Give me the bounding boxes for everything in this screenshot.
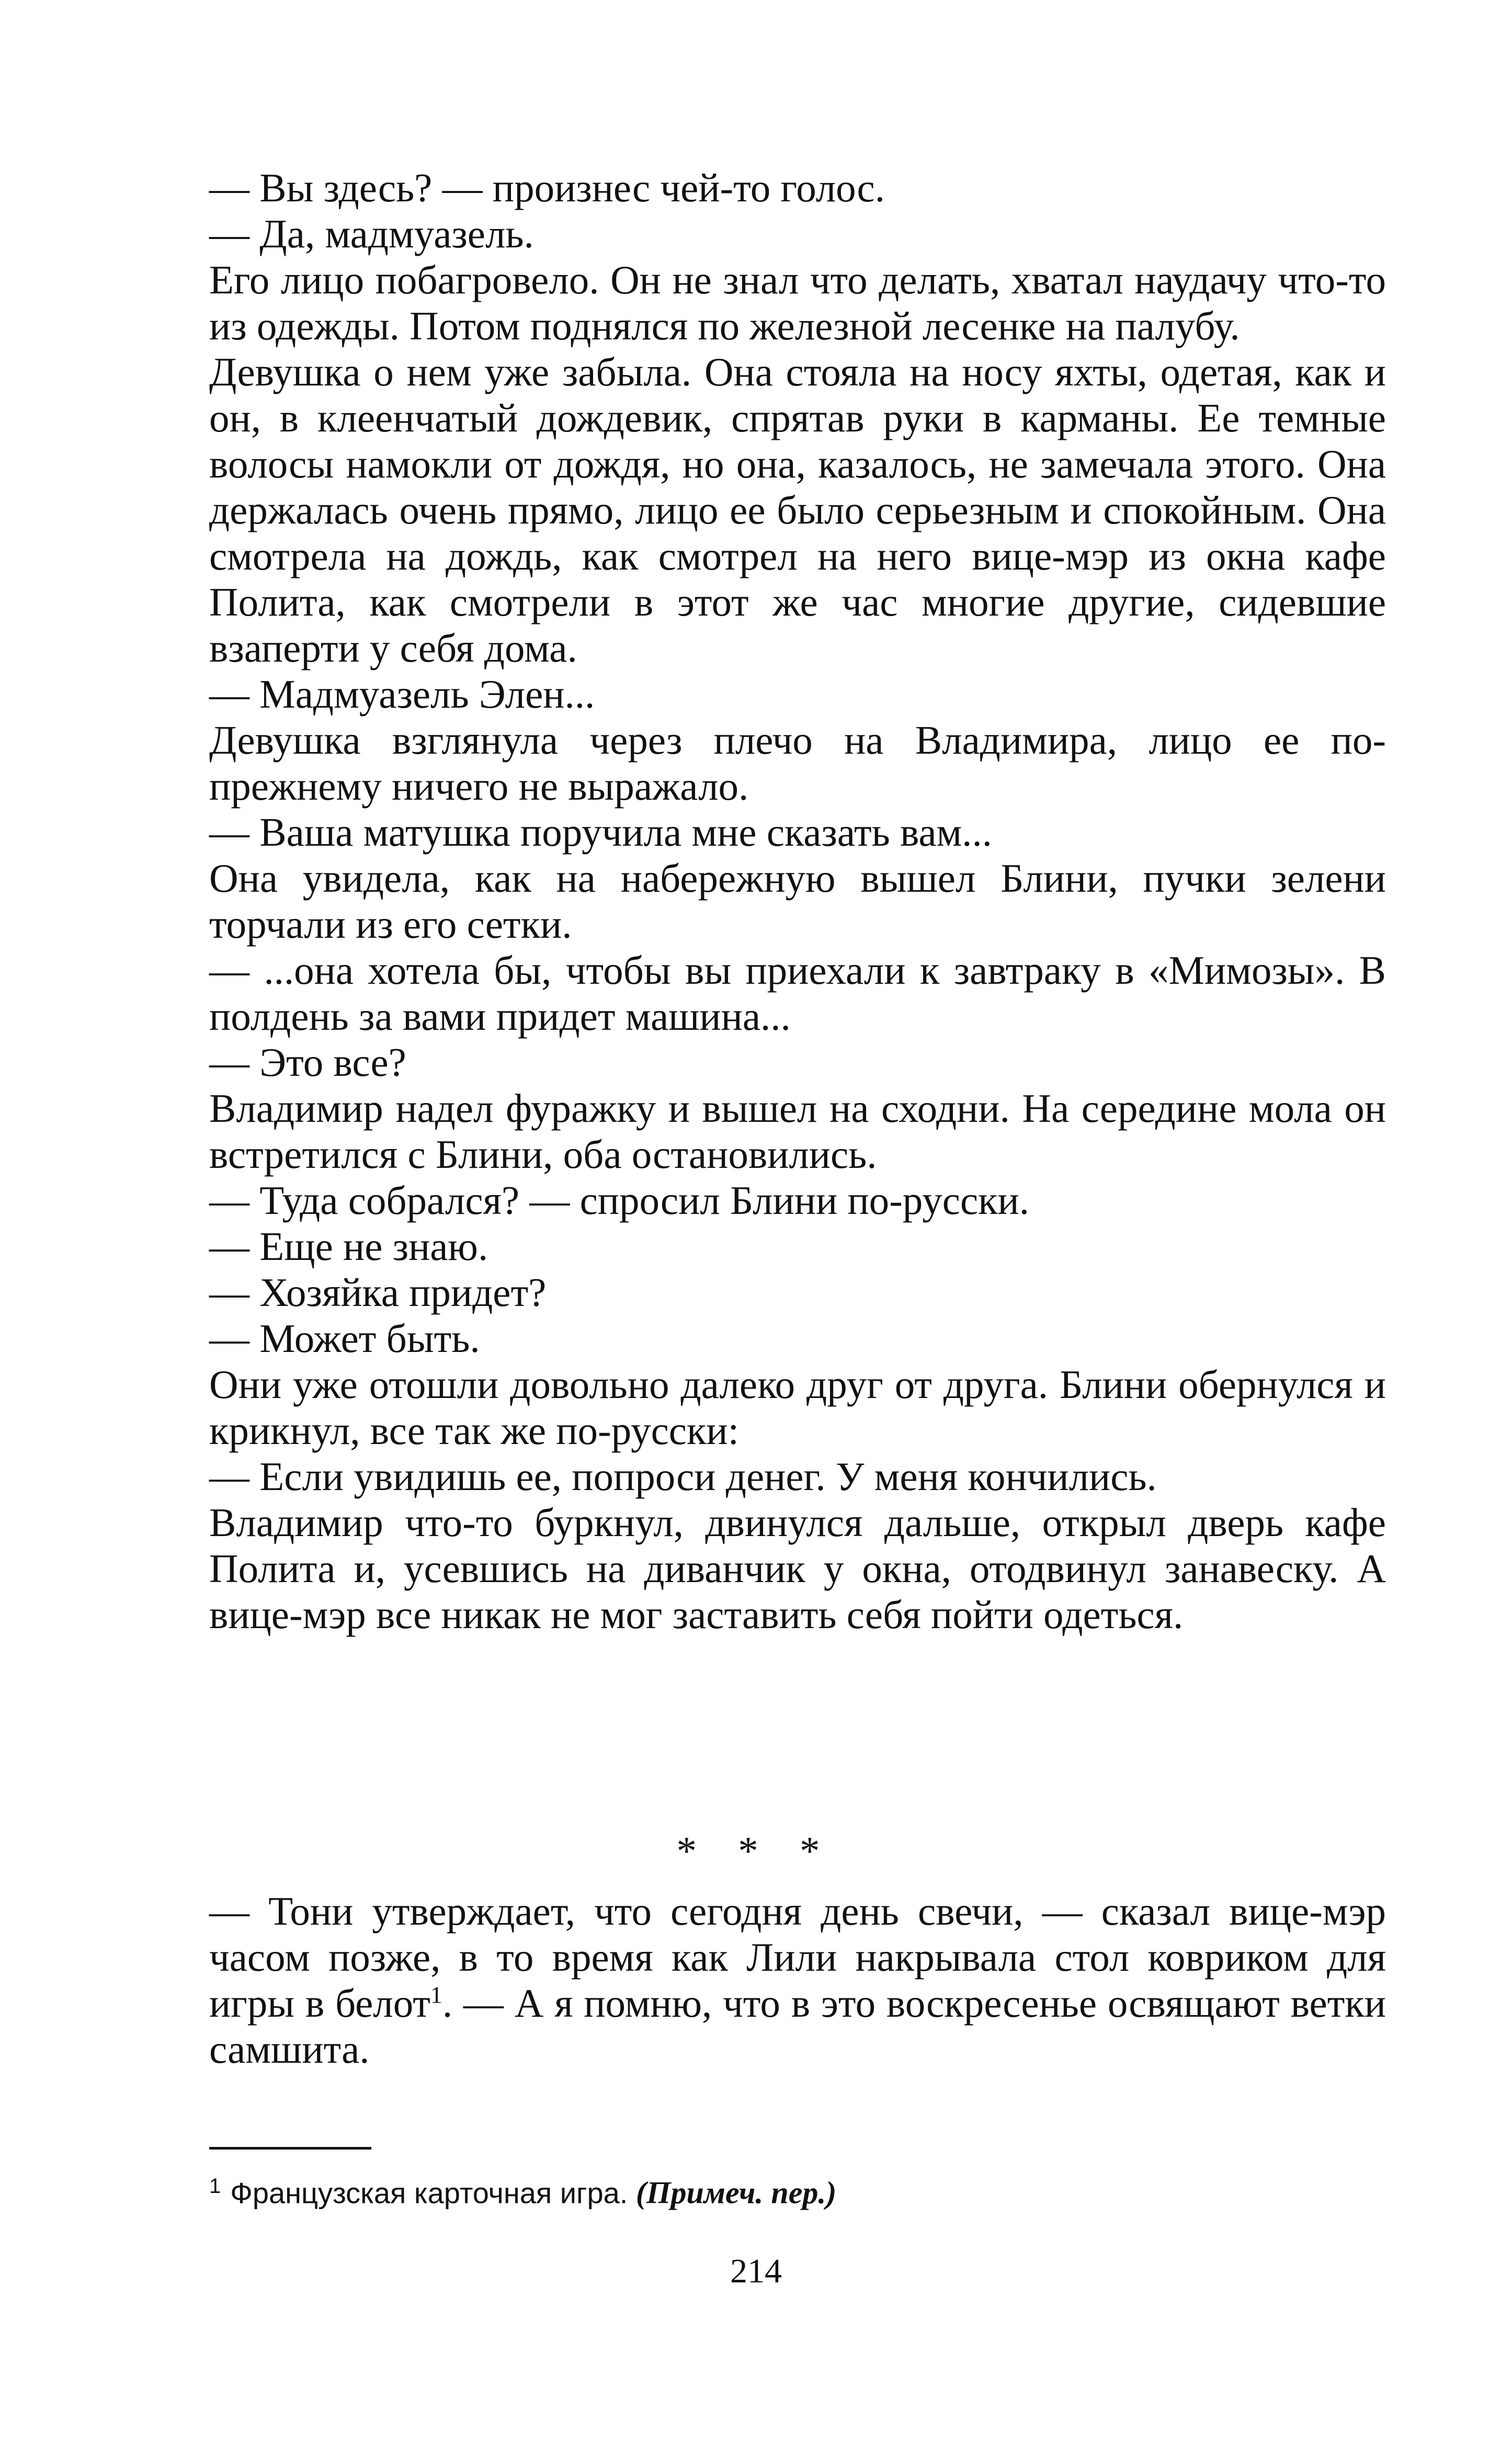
footnote-divider	[209, 2147, 371, 2150]
paragraph: — Туда собрался? — спросил Блини по-русски.	[209, 1178, 1030, 1223]
paragraph: — Ваша матушка поручила мне сказать вам...	[209, 810, 993, 855]
main-text-before-separator	[209, 165, 1386, 1638]
paragraph: Девушка взглянула через плечо на Владимира, лицо ее по-прежнему ничего не выражало.	[209, 718, 1386, 809]
paragraph: — Хозяйка придет?	[209, 1270, 547, 1315]
paragraph: Его лицо побагровело. Он не знал что делать, хватал наудачу что-то из одежды. Потом поднялся по железной лесенке на палубу.	[209, 257, 1386, 348]
paragraph: — Мадмуазель Элен...	[209, 672, 595, 717]
paragraph: — Это все?	[209, 1040, 406, 1085]
footnote-reference: 1	[430, 1981, 442, 2008]
footnote-translator-note: (Примеч. пер.)	[635, 2175, 837, 2210]
paragraph: Владимир что-то буркнул, двинулся дальше, открыл дверь кафе Полита и, усевшись на диванчик у окна, отодвинул занавеску. А вице-мэр все никак не мог заставить себя пойти одеться.	[209, 1500, 1386, 1637]
footnote	[209, 2168, 836, 2212]
paragraph-part-1: — Тони утверждает, что сегодня день свечи, — сказал вице-мэр часом позже, в то время как Лили накрывала стол ковриком для игры в белот	[209, 1889, 1386, 2026]
section-separator: * * *	[676, 1828, 836, 1873]
paragraph: — Еще не знаю.	[209, 1224, 488, 1269]
footnote-number: 1	[209, 2175, 221, 2198]
page-number: 214	[730, 2252, 782, 2290]
paragraph: — Да, мадмуазель.	[209, 211, 534, 256]
paragraph: Владимир надел фуражку и вышел на сходни. На середине мола он встретился с Блини, оба остановились.	[209, 1086, 1386, 1177]
paragraph-part-2: . — А я помню, что в это воскресенье освящают ветки самшита.	[209, 1981, 1386, 2072]
paragraph: — Если увидишь ее, попроси денег. У меня кончились.	[209, 1454, 1157, 1499]
paragraph: — Может быть.	[209, 1316, 480, 1361]
main-text-after-separator	[209, 1888, 1386, 2072]
paragraph: — Вы здесь? — произнес чей-то голос.	[209, 165, 885, 210]
paragraph: Они уже отошли довольно далеко друг от друга. Блини обернулся и крикнул, все так же по-русски:	[209, 1362, 1386, 1453]
paragraph: Она увидела, как на набережную вышел Блини, пучки зелени торчали из его сетки.	[209, 856, 1386, 947]
footnote-text: Французская карточная игра.	[230, 2176, 628, 2210]
paragraph-with-footnote	[209, 1888, 1386, 2072]
paragraph: Девушка о нем уже забыла. Она стояла на носу яхты, одетая, как и он, в клеенчатый дождевик, спрятав руки в карманы. Ее темные волосы намокли от дождя, но она, казалось, не замечала этого. Она держалась очень прямо, лицо ее было серьезным и спокойным. Она смотрела на дождь, как смотрел на него вице-мэр из окна кафе Полита, как смотрели в этот же час многие другие, сидевшие взаперти у себя дома.	[209, 349, 1386, 670]
paragraph: — ...она хотела бы, чтобы вы приехали к завтраку в «Мимозы». В полдень за вами придет машина...	[209, 948, 1386, 1039]
